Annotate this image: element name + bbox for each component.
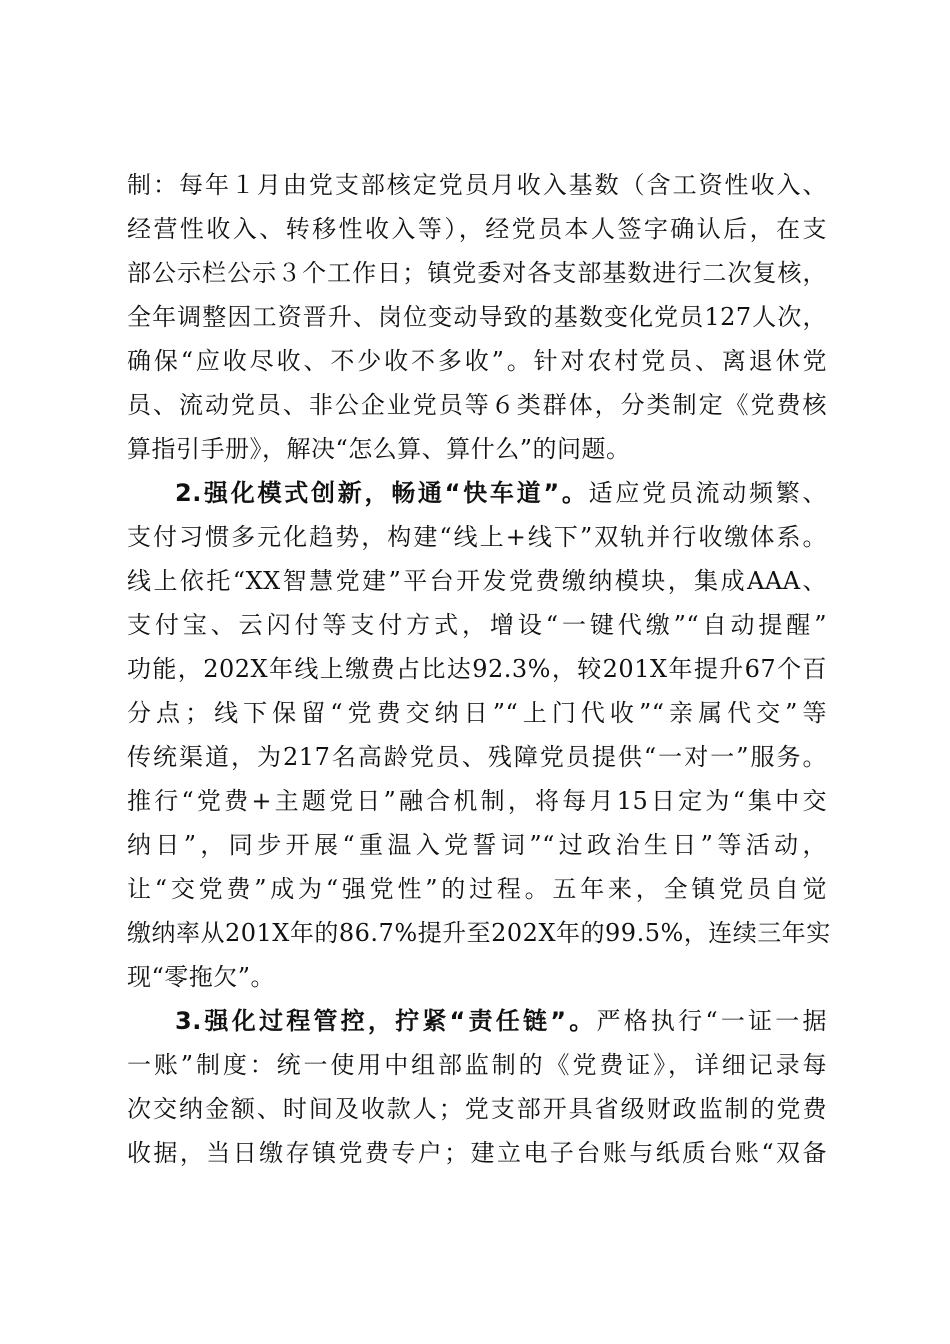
paragraph-3-line-4: 收据，当日缴存镇党费专户；建立电子台账与纸质台账“双备 bbox=[127, 1139, 827, 1167]
paragraph-1-line-1: 制：每年１月由党支部核定党员月收入基数（含工资性收入、 bbox=[127, 171, 827, 199]
paragraph-2-line-2: 支付习惯多元化趋势，构建“线上+线下”双轨并行收缴体系。 bbox=[127, 523, 827, 551]
paragraph-3-line-2: 一账”制度：统一使用中组部监制的《党费证》，详细记录每 bbox=[127, 1051, 827, 1079]
paragraph-2-heading: 2.强化模式创新，畅通“快车道”。 bbox=[175, 479, 589, 507]
paragraph-3-line-1 bbox=[175, 1006, 827, 1036]
paragraph-3-line-3: 次交纳金额、时间及收款人；党支部开具省级财政监制的党费 bbox=[127, 1095, 827, 1123]
paragraph-1-line-4: 全年调整因工资晋升、岗位变动导致的基数变化党员127人次， bbox=[127, 303, 827, 331]
paragraph-3-first-line-rest: 严格执行“一证一据 bbox=[596, 1007, 827, 1035]
paragraph-2-line-1 bbox=[175, 478, 827, 508]
paragraph-1-line-6: 员、流动党员、非公企业党员等６类群体，分类制定《党费核 bbox=[127, 391, 827, 419]
paragraph-2-line-8: 推行“党费+主题党日”融合机制，将每月15日定为“集中交 bbox=[127, 787, 827, 815]
paragraph-1-line-2: 经营性收入、转移性收入等），经党员本人签字确认后，在支 bbox=[127, 215, 827, 243]
paragraph-2-line-5: 功能，202X年线上缴费占比达92.3%，较201X年提升67个百 bbox=[127, 655, 827, 683]
paragraph-2-line-7: 传统渠道，为217名高龄党员、残障党员提供“一对一”服务。 bbox=[127, 743, 827, 771]
paragraph-2-first-line-rest: 适应党员流动频繁、 bbox=[588, 479, 827, 507]
paragraph-2-line-12: 现“零拖欠”。 bbox=[127, 963, 276, 991]
paragraph-2-line-6: 分点；线下保留“党费交纳日”“上门代收”“亲属代交”等 bbox=[127, 699, 827, 727]
paragraph-1-line-3: 部公示栏公示３个工作日；镇党委对各支部基数进行二次复核， bbox=[127, 259, 827, 287]
paragraph-2-line-10: 让“交党费”成为“强党性”的过程。五年来，全镇党员自觉 bbox=[127, 875, 827, 903]
paragraph-3-heading: 3.强化过程管控，拧紧“责任链”。 bbox=[175, 1007, 597, 1035]
paragraph-2-line-11: 缴纳率从201X年的86.7%提升至202X年的99.5%，连续三年实 bbox=[127, 919, 831, 947]
paragraph-1-line-7: 算指引手册》，解决“怎么算、算什么”的问题。 bbox=[127, 435, 631, 463]
paragraph-2-line-4: 支付宝、云闪付等支付方式，增设“一键代缴”“自动提醒” bbox=[127, 611, 827, 639]
paragraph-2-line-9: 纳日”，同步开展“重温入党誓词”“过政治生日”等活动， bbox=[127, 831, 827, 859]
paragraph-2-line-3: 线上依托“XX智慧党建”平台开发党费缴纳模块，集成AAA、 bbox=[127, 567, 827, 595]
paragraph-1-line-5: 确保“应收尽收、不少收不多收”。针对农村党员、离退休党 bbox=[127, 347, 827, 375]
